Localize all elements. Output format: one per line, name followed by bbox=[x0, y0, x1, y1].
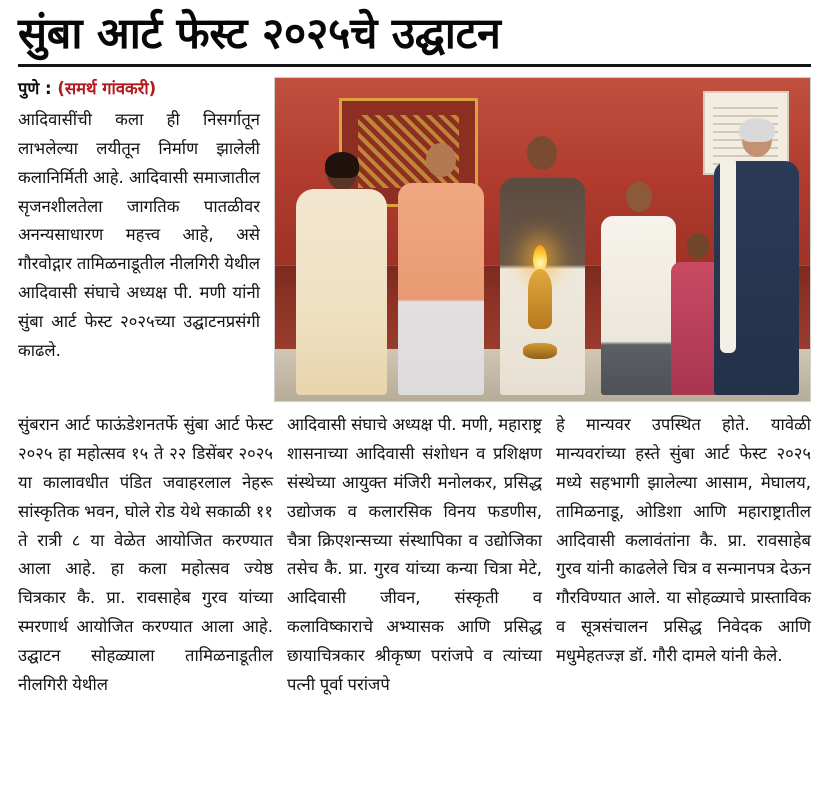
top-section bbox=[18, 77, 811, 402]
lamp-body bbox=[528, 269, 552, 329]
photo-person-torso bbox=[398, 183, 484, 395]
lamp-flame bbox=[533, 245, 547, 271]
column-one-lower bbox=[18, 411, 273, 700]
photo-person-4 bbox=[601, 182, 676, 395]
photo-person-hair bbox=[325, 152, 359, 178]
inauguration-lamp-lighting-photo bbox=[274, 77, 811, 402]
column-one-upper bbox=[18, 77, 260, 366]
article-paragraph-4: हे मान्यवर उपस्थित होते. यावेळी मान्यवरांच्या हस्ते सुंबा आर्ट फेस्ट २०२५ मध्ये सहभागी झालेल्या आसाम, मेघालय, तामिळनाडू, ओडिशा आणि महाराष्ट्रातील आदिवासी कलावंतांना कै. प्रा. रावसाहेब गुरव यांनी काढलेले चित्र व सन्मानपत्र देऊन गौरविण्यात आले. या सोहळ्याचे प्रास्ताविक व सूत्रसंचालन प्रसिद्ध निवेदक आणि मधुमेहतज्ज्ञ डॉ. गौरी दामले यांनी केले. bbox=[556, 415, 811, 666]
page-title: सुंबा आर्ट फेस्ट २०२५चे उद्घाटन bbox=[18, 9, 501, 59]
photo-person-hair bbox=[739, 118, 775, 142]
photo-person-1 bbox=[296, 156, 387, 395]
column-three bbox=[556, 411, 811, 700]
column-two bbox=[287, 411, 542, 700]
dateline bbox=[18, 79, 260, 99]
article-paragraph-2: सुंबरान आर्ट फाऊंडेशनतर्फे सुंबा आर्ट फेस्ट २०२५ हा महोत्सव १५ ते २२ डिसेंबर २०२५ या कालावधीत पंडित जवाहरलाल नेहरू सांस्कृतिक भवन, घोले रोड येथे सकाळी ११ ते रात्री ८ या वेळेत आयोजित करण्यात आला आहे. हा कला महोत्सव ज्येष्ठ चित्रकार कै. प्रा. रावसाहेब गुरव यांच्या स्मरणार्थ आयोजित करण्यात आला आहे. उद्घाटन सोहळ्याला तामिळनाडूतील नीलगिरी येथील bbox=[18, 415, 273, 694]
article-paragraph-3: आदिवासी संघाचे अध्यक्ष पी. मणी, महाराष्ट्र शासनाच्या आदिवासी संशोधन व प्रशिक्षण संस्थेच्या आयुक्त मंजिरी मनोलकर, प्रसिद्ध उद्योजक व कलारसिक विनय फडणीस, चैत्रा क्रिएशन्सच्या संस्थापिका व उद्योजिका तसेच कै. प्रा. गुरव यांच्या कन्या चित्रा मेटे, आदिवासी जीवन, संस्कृती व कलाविष्काराचे अभ्यासक आणि प्रसिद्ध छायाचित्रकार श्रीकृष्ण परांजपे व त्यांच्या पत्नी पूर्वा परांजपे bbox=[287, 415, 542, 694]
photo-person-torso bbox=[296, 189, 387, 395]
photo-person-2 bbox=[398, 143, 484, 395]
photo-person-scarf bbox=[720, 157, 736, 352]
photo-person-head bbox=[687, 233, 709, 259]
lower-columns bbox=[18, 411, 811, 700]
photo-person-torso bbox=[601, 216, 676, 395]
photo-person-head bbox=[426, 143, 456, 177]
headline-block bbox=[18, 10, 811, 67]
ceremonial-lamp-icon bbox=[526, 261, 554, 359]
article-paragraph-1: आदिवासींची कला ही निसर्गातून लाभलेल्या लयीतून निर्माण झालेली कलानिर्मिती आहे. आदिवासी समाजातील सृजनशीलतेला जागतिक पातळीवर अनन्यसाधारण महत्त्व आहे, असे गौरवोद्गार तामिळनाडूतील नीलगिरी येथील आदिवासी संघाचे अध्यक्ष पी. मणी यांनी सुंबा आर्ट फेस्ट २०२५च्या उद्घाटनप्रसंगी काढले. bbox=[18, 109, 260, 360]
dateline-agency: (समर्थ गांवकरी) bbox=[57, 79, 157, 99]
dateline-place: पुणे : bbox=[18, 79, 52, 99]
lamp-base bbox=[523, 343, 557, 359]
photo-person-head bbox=[527, 136, 557, 170]
photo-person-6 bbox=[714, 123, 800, 394]
photo-person-head bbox=[626, 182, 652, 212]
